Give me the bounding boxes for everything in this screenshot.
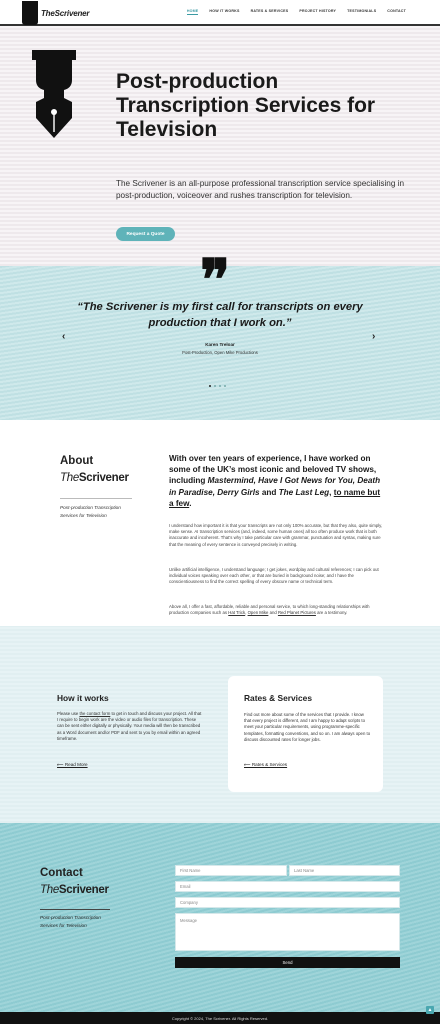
lead-show: The Last Leg	[278, 487, 330, 497]
site-logo[interactable]	[22, 0, 89, 26]
nav-item-home[interactable]: HOME	[186, 9, 199, 13]
about-section	[0, 420, 440, 626]
carousel-dot[interactable]	[219, 385, 221, 387]
hero-section	[0, 26, 440, 266]
contact-brand	[40, 884, 109, 896]
footer	[0, 1012, 440, 1024]
lead-text: With over ten years of experience, I have worked on some of the UK’s most iconic and beloved TV shows, including	[169, 454, 377, 486]
pen-nib-icon	[32, 50, 76, 138]
nav-item-project-history[interactable]: PROJECT HISTORY	[299, 9, 337, 13]
how-text: Please use	[57, 711, 80, 716]
carousel-dot[interactable]	[214, 385, 216, 387]
scroll-to-top-icon[interactable]: ▲	[427, 1007, 433, 1013]
nav-item-how-it-works[interactable]: HOW IT WORKS	[209, 9, 240, 13]
read-more-link[interactable]: ⟵ Read More	[57, 762, 88, 767]
about-brand	[60, 472, 129, 484]
logo-text: TheScrivener	[41, 8, 90, 18]
how-it-works-title: How it works	[57, 693, 109, 703]
open-mike-link[interactable]: Open Mike	[247, 610, 269, 616]
contact-section	[0, 823, 440, 1012]
about-paragraph-1: I understand how important it is that your transcripts are not only 100% accurate, but that they also, quite simply, make sense. AI transcription services (and, indeed, some human ones) all too often produce work that is both inaccurate and incoherent. That’s why I take particular care with grammar, punctuation and syntax, making sure that the meaning of every sentence is conveyed precisely in writing.	[169, 523, 383, 547]
nav-item-testimonials[interactable]: TESTIMONIALS	[347, 9, 377, 13]
hero-subtitle: The Scrivener is an all-purpose professional transcription service specialising in post-production, voiceover and rushes transcription for television.	[116, 179, 405, 200]
how-text: to get in touch and discuss your project. All that I require to begin work are the video or audio files for transcription. These can be sent either digitally or physically. Your media will then be transcribed as a Word document and/or PDF and sent to you by email within an agreed timeframe.	[57, 711, 202, 741]
about-tagline: Post-production Transcription Services for Television	[60, 505, 121, 518]
testimonial-author: Karen Treloar	[205, 342, 235, 347]
nav-item-rates-services[interactable]: RATES & SERVICES	[250, 9, 289, 13]
copyright-text: Copyright © 2024, The Scrivener. All Rights Reserved.	[171, 1015, 269, 1021]
request-quote-button[interactable]: Request a Quote	[116, 227, 175, 241]
carousel-dot[interactable]	[224, 385, 226, 387]
chevron-left-icon[interactable]: ‹	[62, 331, 66, 342]
project-history-link[interactable]: to name but a few	[169, 487, 381, 508]
nav-item-contact[interactable]: CONTACT	[387, 9, 406, 13]
about-paragraph-2: Unlike artificial intelligence, I understand language; I get jokes, wordplay and cultural references; I can pick out individual voices speaking over each other, or that are buried in background noise; and I have the conscientiousness to find the correct spelling of every obscure name or technical term.	[169, 567, 379, 585]
contact-form-link[interactable]: the contact form	[79, 711, 111, 716]
about-lead	[169, 453, 385, 509]
brand-scrivener: Scrivener	[78, 472, 129, 484]
lead-text: and	[259, 487, 279, 497]
chevron-right-icon[interactable]: ›	[372, 331, 376, 342]
carousel-dot[interactable]	[209, 385, 211, 387]
pen-nib-logo-icon	[22, 1, 38, 25]
email-field[interactable]: Email	[175, 881, 400, 892]
rates-title: Rates & Services	[244, 693, 312, 703]
quote-mark-icon: ❞	[200, 247, 231, 313]
lead-shows: Mastermind, Have I Got News for You, Death in Paradise, Derry Girls	[169, 476, 381, 497]
brand-scrivener: Scrivener	[58, 884, 109, 896]
testimonial-section	[0, 247, 440, 420]
p3-text: ,	[245, 610, 248, 616]
p3-text: Above all, I offer a fast, affordable, reliable and personal service, to which long-standing relationships with production companies such as	[169, 604, 370, 616]
testimonial-quote: “The Scrivener is my first call for transcripts on every production that I work on.”	[77, 301, 363, 329]
carousel-dots	[209, 385, 226, 387]
red-planet-link[interactable]: Red Planet Pictures	[277, 610, 316, 616]
how-rates-section	[0, 626, 440, 823]
divider	[40, 909, 110, 910]
hero-title: Post-production Transcription Services for Television	[116, 70, 376, 141]
company-field[interactable]: Company	[175, 897, 400, 908]
nav-menu	[187, 9, 406, 15]
send-button[interactable]: Send	[175, 957, 400, 968]
rates-services-link[interactable]: ⟵ Rates & Services	[244, 762, 288, 767]
p3-text: and	[268, 610, 278, 616]
first-name-field[interactable]: First Name	[175, 865, 287, 876]
last-name-field[interactable]: Last Name	[289, 865, 400, 876]
lead-text: .	[189, 498, 192, 508]
rates-text: Find out more about some of the services that I provide. I know that every project is different, and I am happy to adapt scripts to meet your particular requirements, using programme-specific templates, formatting conventions, and so on. I am always open to discuss discounted rates for longer jobs.	[244, 712, 371, 742]
hat-trick-link[interactable]: Hat Trick	[228, 610, 246, 616]
p3-text: are a testimony.	[315, 610, 348, 616]
how-it-works-text	[57, 711, 202, 742]
contact-tagline: Post-production Transcription Services for Television	[40, 915, 101, 928]
rates-card	[228, 676, 383, 792]
about-paragraph-3	[169, 604, 385, 616]
brand-the: The	[60, 472, 79, 484]
testimonial-role: Post-Production, Open Mike Productions	[182, 350, 258, 355]
divider	[60, 498, 132, 499]
top-nav	[0, 0, 440, 26]
contact-heading: Contact	[40, 867, 83, 879]
lead-text: ,	[329, 487, 334, 497]
brand-the: The	[40, 884, 59, 896]
about-heading: About	[60, 455, 94, 467]
message-field[interactable]: Message	[175, 913, 400, 951]
